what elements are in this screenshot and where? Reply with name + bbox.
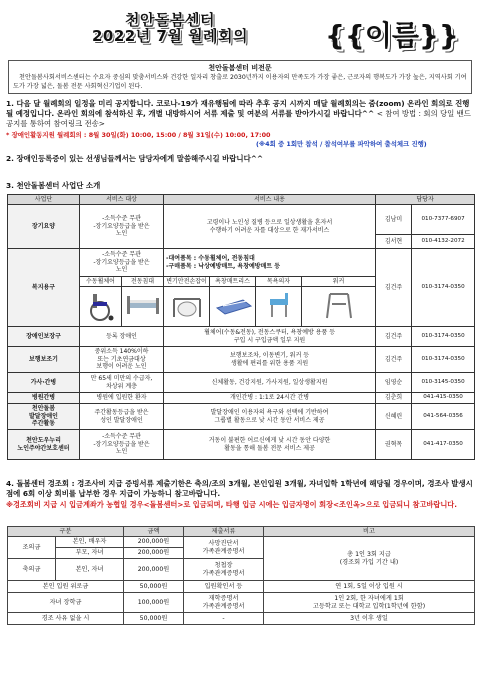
target-cell: -소득수준 무관 -장기요양등급을 받은 노인: [80, 249, 164, 277]
staff-name: 신혜린: [376, 404, 412, 430]
content-cell: 휠체어(수동&전동), 전동스쿠터, 욕창예방 용품 등 구입 시 구입금액 일부 지원: [164, 327, 376, 347]
table-row: [8, 613, 475, 625]
note-cell: 1인 2회, 한 자녀에게 1회 고등학교 또는 대학교 입학(1학년에 한함): [264, 593, 475, 613]
section1-note-blue: (※4회 중 1회만 참석 / 참석여부를 파악하여 출석체크 진행): [256, 140, 427, 148]
sub-cell: 부모, 자녀: [56, 548, 124, 559]
vision-title: 천안돌봄센터 비전문: [208, 64, 272, 72]
header: [0, 0, 480, 58]
target-cell: 병원에 입원한 환자: [80, 393, 164, 404]
sub-cell: 본인, 배우자: [56, 537, 124, 548]
staff-name: 김건주: [376, 249, 412, 327]
staff-name: 김춘희: [376, 393, 412, 404]
amount-cell: 50,000원: [124, 581, 184, 593]
header-cell: 금액: [124, 527, 184, 537]
category-cell: 병원간병: [8, 393, 80, 404]
staff-name: 권혁목: [376, 430, 412, 460]
staff-name: 임영순: [376, 373, 412, 393]
staff-phone: 010-3174-0350: [412, 327, 475, 347]
section1: [6, 99, 476, 130]
category-cell: 자녀 장학금: [8, 593, 124, 613]
equipment-label: 워커: [302, 277, 376, 287]
staff-name: 김건주: [376, 327, 412, 347]
header-cell: 담당자: [376, 195, 475, 205]
section4-note: ※경조회비 지급 시 입금계좌가 농협일 경우<돌봄센터>로 입금되며, 타행 입금 시에는 입금자명이 회장<조인옥>으로 입금되니 참고바랍니다.: [6, 500, 457, 509]
category-cell: 복지용구: [8, 249, 80, 327]
category-cell: 본인 입원 위로금: [8, 581, 124, 593]
header-cell: 서비스 대상: [80, 195, 164, 205]
vision-box: [8, 60, 472, 94]
table-row: [8, 430, 475, 460]
category-cell: 경조 사유 없을 시: [8, 613, 124, 625]
bath-chair-icon: [256, 287, 302, 327]
header-cell: 제출서류: [184, 527, 264, 537]
vision-text: 천안돌봄사회서비스센터는 수요자 중심의 맞춤서비스와 건강한 일자리 창출로 2030년까지 이용자의 만족도가 가장 좋은, 근로자의 행복도가 가장 높은, 지역사회 기여도가 가장 넓은, 돌봄 전문 사회혁신기업이 된다.: [13, 74, 467, 90]
section1-note: [6, 130, 476, 148]
amount-cell: 200,000원: [124, 548, 184, 559]
content-cell: 개인간병 : 1:1로 24시간 간병: [164, 393, 376, 404]
content-cell: 발달장애인 이용자의 욕구와 선택에 기반하여 그룹별 활동으로 낮 시간 동안 서비스 제공: [164, 404, 376, 430]
congratulations-table: [7, 526, 475, 625]
staff-phone: 010-3174-0350: [412, 249, 475, 327]
header-cell: 사업단: [8, 195, 80, 205]
category-cell: 장애인보장구: [8, 327, 80, 347]
section1-text: 1. 다음 달 월례회의 일정을 미리 공지합니다. 코로나-19가 재유행됨에 따라 추후 공지 시까지 매달 월례회의는 줌(zoom) 온라인 회의로 진행될 예정입니다. 온라인 회의에 참석하신 후, 개별 내방하시어 서류 제출 및 여분의 서류를 받아가시길 바랍니다^^: [6, 99, 470, 119]
doc-cell: 청첩장 가족관계증명서: [184, 559, 264, 581]
content-cell: 고령이나 노인성 질병 등으로 일상생활을 혼자서 수행하기 어려운 자를 대상으로 한 재가서비스: [164, 205, 376, 249]
equipment-label: 변기안전손잡이: [164, 277, 210, 287]
title-block: [50, 12, 290, 44]
congratulations-header: [8, 527, 475, 537]
doc-cell: -: [184, 613, 264, 625]
section1-note-text: * 장애인활동지원 월례회의 : 8월 30일(화) 10:00, 15:00 / 8월 31일(수) 10:00, 17:00: [6, 131, 271, 139]
category-cell: 가사·간병: [8, 373, 80, 393]
table-row: [8, 347, 475, 373]
target-cell: -소득수준 무관 -장기요양등급을 받은 노인: [80, 430, 164, 460]
target-cell: 등록 장애인: [80, 327, 164, 347]
toilet-rail-icon: [164, 287, 210, 327]
amount-cell: 200,000원: [124, 559, 184, 581]
doc-cell: 입원확인서 등: [184, 581, 264, 593]
walker-icon: [302, 287, 376, 327]
staff-name: 김건주: [376, 347, 412, 373]
content-cell: 거동이 불편한 어르신에게 낮 시간 동안 다양한 활동을 통해 돌봄 전문 서비스 제공: [164, 430, 376, 460]
amount-cell: 50,000원: [124, 613, 184, 625]
table-row: [8, 393, 475, 404]
amount-cell: 100,000원: [124, 593, 184, 613]
category-cell: 보행보조기: [8, 347, 80, 373]
staff-phone: 010-4132-2072: [412, 235, 475, 249]
table-row: [8, 537, 475, 548]
title-line1: 천안돌봄센터: [125, 11, 215, 29]
target-cell: -소득수준 무관 -장기요양등급을 받은 노인: [80, 205, 164, 249]
content-cell: 보행보조차, 이동변기, 워커 등 생활에 편리를 위한 용품 지원: [164, 347, 376, 373]
bed-icon: [122, 287, 164, 327]
sub-cell: 본인, 자녀: [56, 559, 124, 581]
equipment-label: 전동침대: [122, 277, 164, 287]
title-line2: 2022년 7월 월례회의: [91, 27, 249, 45]
table-row: [8, 327, 475, 347]
note-cell: 3년 이후 생일: [264, 613, 475, 625]
content-purchase: -구매품목 : 낙상예방매트, 욕창예방매트 등: [166, 262, 281, 270]
content-cell: [164, 249, 376, 277]
wheelchair-icon: [80, 287, 122, 327]
staff-name: 김남미: [376, 205, 412, 235]
table-row: [8, 404, 475, 430]
note-cell: 연 1회, 5일 이상 입원 시: [264, 581, 475, 593]
content-cell: 신체활동, 건강지원, 가사지원, 일상생활지원: [164, 373, 376, 393]
staff-phone: 041-415-0350: [412, 393, 475, 404]
logo: {{이름}}: [325, 19, 459, 52]
section4: 4. 돌봄센터 경조회 : 경조사비 지급 증빙서류 제출기한은 축의/조의 3개월, 본인입원 3개월, 자녀입학 1학년에 해당될 경우이며, 경조사 발생시점에 6회 이상 회비를 납부한 경우 지급이 가능하니 참고바랍니다.: [6, 479, 473, 499]
target-cell: 주간활동등급을 받은 성인 발달장애인: [80, 404, 164, 430]
content-rental: -대여품목 : 수동휠체어, 전동침대: [166, 254, 255, 262]
staff-phone: 010-3145-0350: [412, 373, 475, 393]
category-cell: 축의금: [8, 559, 56, 581]
note-cell: 총 1인 3회 지급 (경조회 가입 기간 내): [264, 537, 475, 581]
category-cell: 조의금: [8, 537, 56, 559]
table-row: [8, 581, 475, 593]
section3-title: 3. 천안돌봄센터 사업단 소개: [6, 181, 101, 190]
equipment-label: 수동휠체어: [80, 277, 122, 287]
staff-phone: 010-3174-0350: [412, 347, 475, 373]
doc-cell: 사망진단서 가족관계증명서: [184, 537, 264, 559]
category-cell: 천안돌봄 발달장애인 주간활동: [8, 404, 80, 430]
amount-cell: 200,000원: [124, 537, 184, 548]
table-row: [8, 205, 475, 235]
staff-phone: 010-7377-6907: [412, 205, 475, 235]
header-cell: 서비스 내용: [164, 195, 376, 205]
header-cell: 비고: [264, 527, 475, 537]
equipment-label: 목욕의자: [256, 277, 302, 287]
mattress-icon: [210, 287, 256, 327]
section1-tail: < 참여 방법 : 회의 당일 밴드 공지를 통하여 참여링크 전송>: [6, 109, 471, 129]
target-cell: 만 65세 미만의 수급자, 차상위 계층: [80, 373, 164, 393]
category-cell: 천안도우누리 노인주야간보호센터: [8, 430, 80, 460]
staff-phone: 041-417-0350: [412, 430, 475, 460]
table-row: [8, 373, 475, 393]
business-table: [7, 194, 475, 460]
category-cell: 장기요양: [8, 205, 80, 249]
doc-cell: 재학증명서 가족관계증명서: [184, 593, 264, 613]
staff-phone: 041-564-0356: [412, 404, 475, 430]
staff-name: 김서현: [376, 235, 412, 249]
target-cell: 중위소득 140%이하 또는 기초연금대상 보행이 어려운 노인: [80, 347, 164, 373]
header-cell: 구분: [8, 527, 124, 537]
equipment-label: 욕창매트리스: [210, 277, 256, 287]
table-row: [8, 593, 475, 613]
section2: 2. 장애인등록증이 있는 선생님들께서는 담당자에게 말씀해주시길 바랍니다^^: [6, 154, 264, 163]
table-row: [8, 249, 475, 277]
business-table-header: [8, 195, 475, 205]
